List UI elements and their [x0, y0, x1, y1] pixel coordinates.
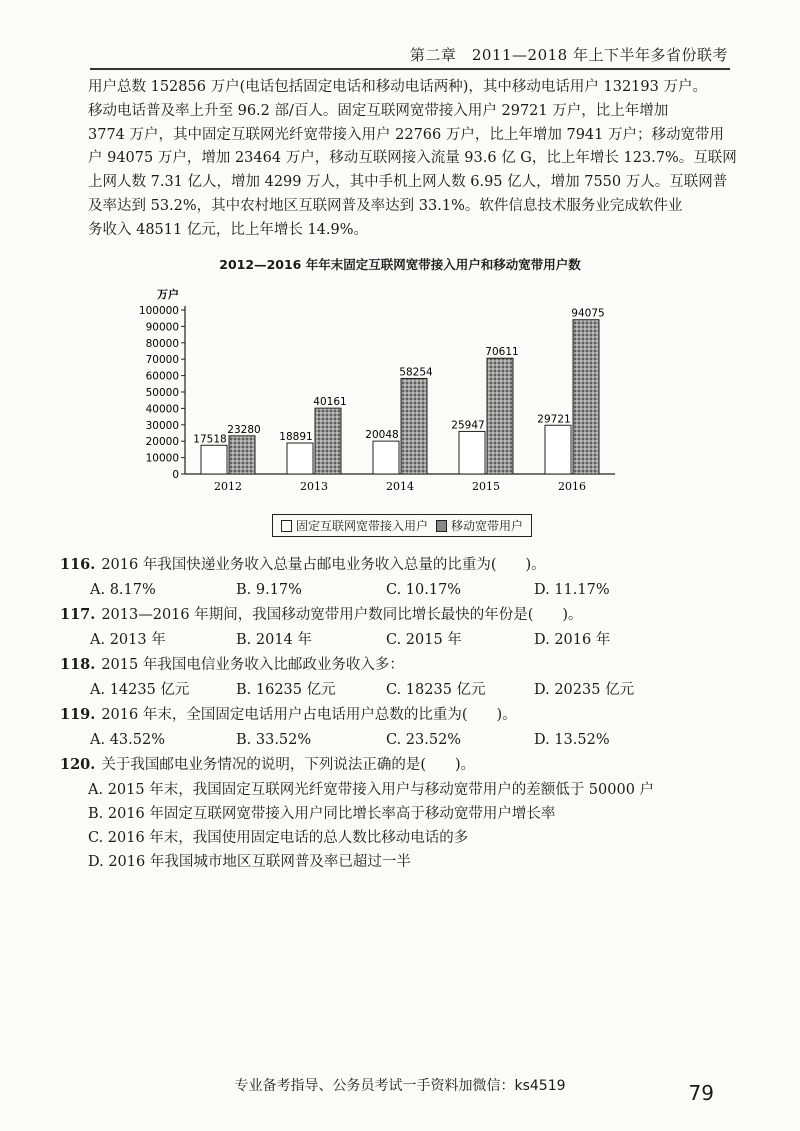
legend-swatch-fixed [281, 520, 292, 532]
option-a: A. 8.17% [90, 582, 156, 598]
question-116 [60, 552, 740, 602]
data-label: 18891 [279, 431, 313, 444]
bar-fixed-broadband [545, 425, 571, 474]
bar-chart [130, 278, 630, 508]
paragraph-line: 务收入 48511 亿元，比上年增长 14.9%。 [88, 221, 369, 238]
option-d: D. 2016 年 [534, 632, 611, 648]
page-number: 79 [688, 1081, 714, 1105]
y-tick-label: 60000 [145, 370, 179, 383]
option-b: B. 33.52% [236, 732, 312, 748]
option-d: D. 11.17% [534, 582, 610, 598]
x-tick-label: 2012 [214, 480, 242, 493]
bar-mobile-broadband [315, 408, 341, 474]
option-c: C. 2016 年末，我国使用固定电话的总人数比移动电话的多 [88, 830, 469, 846]
y-tick-label: 70000 [145, 354, 179, 367]
legend-label-fixed: 固定互联网宽带接入用户 [296, 519, 429, 533]
question-stem: 关于我国邮电业务情况的说明，下列说法正确的是( )。 [101, 757, 476, 773]
option-c: C. 18235 亿元 [386, 682, 486, 698]
bar-fixed-broadband [287, 443, 313, 474]
data-label: 58254 [399, 366, 433, 379]
paragraph-line: 及率达到 53.2%，其中农村地区互联网普及率达到 33.1%。软件信息技术服务业完成软件业 [88, 197, 683, 214]
option-d: D. 2016 年我国城市地区互联网普及率已超过一半 [88, 854, 411, 870]
paragraph-line: 上网人数 7.31 亿人，增加 4299 万人，其中手机上网人数 6.95 亿人，增加 7550 万人。互联网普 [88, 174, 728, 191]
y-tick-label: 40000 [145, 403, 179, 416]
y-tick-label: 20000 [145, 436, 179, 449]
footer-text: 专业备考指导、公务员考试一手资料加微信：ks4519 [234, 1078, 566, 1094]
x-tick-label: 2016 [558, 480, 586, 493]
y-tick-label: 50000 [145, 387, 179, 399]
option-a: A. 2015 年末，我国固定互联网光纤宽带接入用户与移动宽带用户的差额低于 50000 户 [88, 782, 655, 798]
data-label: 29721 [537, 413, 571, 426]
question-117 [60, 602, 740, 652]
question-stem: 2013—2016 年期间，我国移动宽带用户数同比增长最快的年份是( )。 [101, 607, 583, 623]
x-tick-label: 2015 [472, 480, 500, 493]
option-a: A. 14235 亿元 [90, 682, 190, 698]
data-label: 23280 [227, 423, 261, 436]
y-tick-label: 0 [172, 469, 179, 481]
question-118 [60, 652, 740, 702]
body-paragraph [88, 76, 737, 243]
option-b: B. 16235 亿元 [236, 682, 336, 698]
y-tick-label: 80000 [145, 337, 179, 350]
question-119 [60, 702, 740, 752]
paragraph-line: 3774 万户，其中固定互联网光纤宽带接入用户 22766 万户，比上年增加 7941 万户；移动宽带用 [88, 126, 724, 143]
y-axis-unit: 万户 [157, 288, 179, 301]
option-b: B. 2016 年固定互联网宽带接入用户同比增长率高于移动宽带用户增长率 [88, 806, 556, 822]
chart-title: 2012—2016 年年末固定互联网宽带接入用户和移动宽带用户数 [219, 257, 581, 272]
y-tick-label: 30000 [145, 419, 179, 432]
option-c: C. 10.17% [386, 582, 462, 598]
bar-mobile-broadband [401, 378, 427, 474]
question-number: 117. [60, 606, 96, 623]
paragraph-line: 用户总数 152856 万户(电话包括固定电话和移动电话两种)，其中移动电话用户 132193 万户。 [88, 79, 707, 95]
question-120 [60, 752, 740, 874]
question-number: 116. [60, 556, 96, 573]
question-number: 118. [60, 656, 96, 673]
data-label: 70611 [485, 346, 519, 359]
option-d: D. 20235 亿元 [534, 682, 635, 698]
option-c: C. 23.52% [386, 732, 462, 748]
option-a: A. 2013 年 [90, 632, 166, 648]
bar-mobile-broadband [487, 358, 513, 474]
x-tick-label: 2013 [300, 480, 328, 493]
question-number: 119. [60, 706, 96, 723]
paragraph-line: 户 94075 万户，增加 23464 万户，移动互联网接入流量 93.6 亿 G，比上年增长 123.7%。互联网 [88, 150, 737, 167]
data-label: 94075 [571, 307, 605, 320]
bar-fixed-broadband [459, 431, 485, 474]
option-d: D. 13.52% [534, 732, 610, 748]
question-list [60, 552, 740, 874]
paragraph-line: 移动电话普及率上升至 96.2 部/百人。固定互联网宽带接入用户 29721 万户，比上年增加 [88, 102, 669, 119]
bar-fixed-broadband [373, 441, 399, 474]
legend-swatch-mobile [436, 520, 447, 532]
page-header [90, 40, 730, 70]
bar-mobile-broadband [229, 436, 255, 474]
question-stem: 2016 年我国快递业务收入总量占邮电业务收入总量的比重为( )。 [101, 557, 546, 573]
y-tick-label: 10000 [145, 452, 179, 465]
data-label: 40161 [313, 396, 347, 409]
option-b: B. 2014 年 [236, 632, 312, 648]
bar-mobile-broadband [573, 320, 599, 474]
option-b: B. 9.17% [236, 582, 302, 598]
y-tick-label: 90000 [145, 321, 179, 334]
question-number: 120. [60, 756, 96, 773]
data-label: 20048 [365, 429, 399, 442]
question-stem: 2015 年我国电信业务收入比邮政业务收入多： [101, 657, 404, 673]
y-tick-label: 100000 [138, 305, 179, 317]
data-label: 17518 [193, 433, 227, 446]
legend-label-mobile: 移动宽带用户 [451, 519, 524, 533]
chapter-title: 第二章 2011—2018 年上下半年多省份联考 [409, 46, 728, 64]
option-c: C. 2015 年 [386, 632, 462, 648]
option-a: A. 43.52% [90, 732, 165, 748]
question-stem: 2016 年末，全国固定电话用户占电话用户总数的比重为( )。 [101, 707, 517, 723]
data-label: 25947 [451, 419, 485, 432]
x-tick-label: 2014 [386, 480, 414, 493]
bar-fixed-broadband [201, 445, 227, 474]
chart-legend [272, 514, 532, 537]
